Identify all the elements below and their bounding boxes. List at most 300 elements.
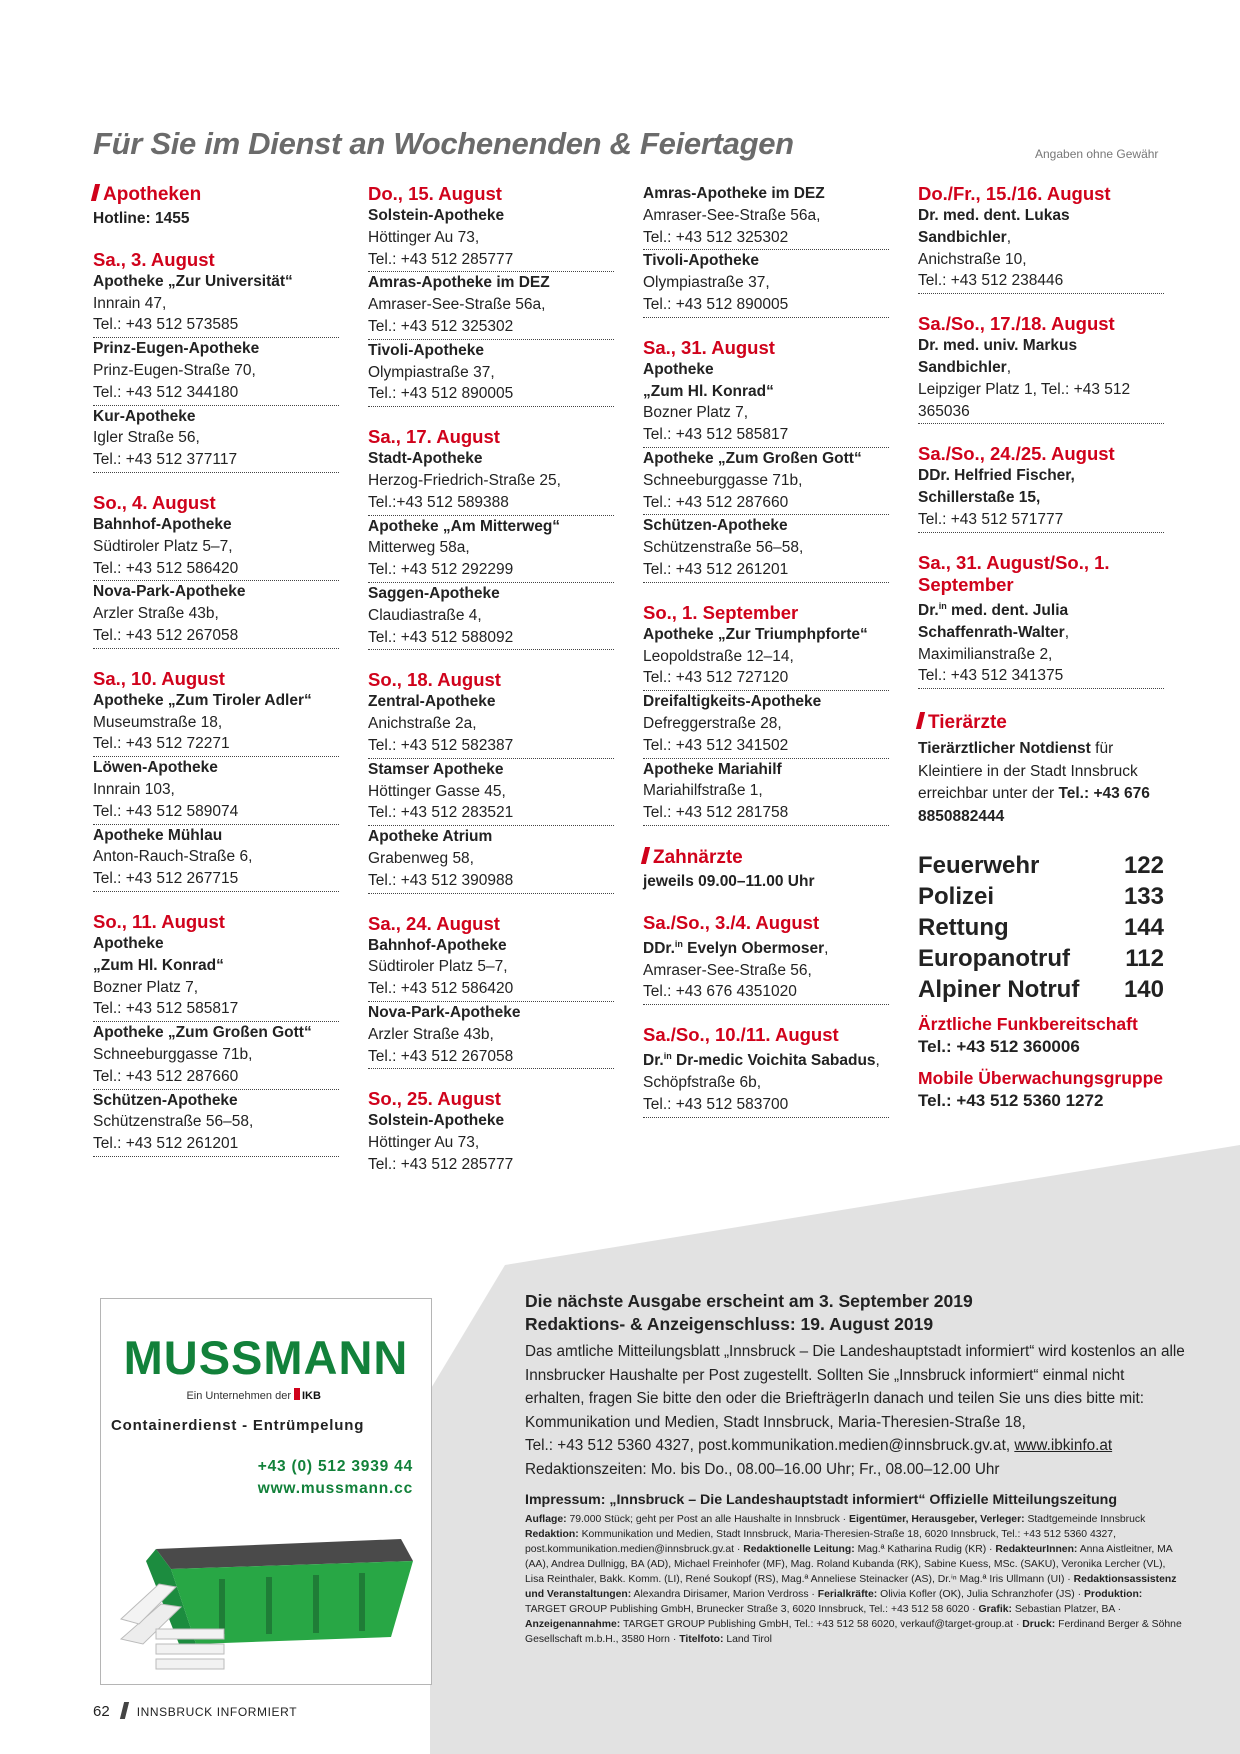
date-heading: Sa., 24. August	[368, 912, 500, 934]
impressum-value: Sebastian Platzer, BA ·	[1011, 1604, 1122, 1615]
entry-name	[93, 271, 339, 293]
service-entry	[93, 690, 339, 757]
emergency-row	[918, 943, 1164, 974]
service-title: Ärztliche Funkbereitschaft	[918, 1014, 1138, 1035]
ad-phone: +43 (0) 512 3939 44	[257, 1458, 413, 1475]
entry-name	[93, 406, 339, 428]
entry-name2-tail: ,	[1006, 228, 1012, 246]
entry-detail: Tel.: +43 512 292299	[368, 561, 514, 579]
service-entry	[918, 205, 1164, 294]
entry-name-text: Apotheke „Am Mitterweg“	[368, 517, 561, 535]
entry-detail: Schöpfstraße 6b,	[643, 1074, 762, 1092]
entry-detail: Herzog-Friedrich-Straße 25,	[368, 471, 561, 489]
entry-detail: Amraser-See-Straße 56a,	[643, 206, 821, 224]
service-entry	[643, 359, 889, 448]
service-entry	[368, 583, 614, 650]
impressum-value: Anna Aistleitner, MA (AA), Andrea Dullnigg, BA (AD), Michael Freinhofer (MF), Mag. Roland Kubanda (RK), Sabine Kuess, MSc. (SAKU), Veronika Lercher (VL), Lisa Reinthaler, Bakk. Komm. (LI), René Soukopf (RS), Mag.ª Anneliese Steinacker (AS), Dr.ⁱⁿ Mag.ª Iris Ullmann (UI) ·	[525, 1544, 1173, 1585]
entry-name	[643, 250, 889, 272]
service-entry	[643, 691, 889, 758]
entry-name	[368, 826, 614, 848]
service-entry	[643, 448, 889, 515]
ad-service: Containerdienst - Entrümpelung	[111, 1417, 365, 1434]
entry-name-text: Nova-Park-Apotheke	[368, 1003, 521, 1021]
column-3	[643, 183, 889, 1118]
ad-tagline: Ein Unternehmen der	[186, 1390, 291, 1402]
entry-detail: Tel.: +43 512 325302	[643, 228, 789, 246]
entry-name	[93, 933, 339, 955]
date-heading: So., 1. September	[643, 601, 799, 623]
entry-name	[643, 759, 889, 781]
service-entry	[93, 825, 339, 892]
date-heading: Sa., 3. August	[93, 248, 215, 270]
entry-name	[368, 1002, 614, 1024]
entry-name-text: Apotheke „Zum Großen Gott“	[93, 1024, 312, 1042]
service-entry	[368, 340, 614, 407]
entry-name-text: Zentral-Apotheke	[368, 693, 496, 711]
entry-detail: Olympiastraße 37,	[643, 274, 770, 292]
service-entry	[643, 624, 889, 691]
entry-detail: Arzler Straße 43b,	[93, 605, 219, 623]
impressum-value: TARGET GROUP Publishing GmbH, Brunecker Straße 3, 6020 Innsbruck, Tel.: +43 512 58 6020 ·	[525, 1604, 979, 1615]
impressum-value: Stadtgemeinde Innsbruck	[1024, 1514, 1146, 1525]
entry-detail: Tel.: +43 512 589074	[93, 802, 239, 820]
entry-detail: Tel.: +43 512 582387	[368, 736, 514, 754]
column-4	[918, 183, 1164, 1113]
impressum-key: Redaktionelle Leitung:	[743, 1544, 855, 1555]
service-entry	[918, 335, 1164, 424]
vet-text	[918, 738, 1164, 828]
entry-name-text: Apotheke Mühlau	[93, 826, 223, 844]
service-entry	[93, 757, 339, 824]
emergency-number: 133	[1123, 883, 1164, 911]
entry-detail: Tel.: +43 512 727120	[643, 669, 789, 687]
impressum-value: Ferdinand Berger & Söhne Gesellschaft m.b.H., 3580 Horn ·	[525, 1619, 1182, 1645]
entry-name2: „Zum Hl. Konrad“	[643, 382, 774, 400]
entry-name	[93, 581, 339, 603]
entry-name-text: Bahnhof-Apotheke	[93, 515, 232, 533]
entry-detail: Tel.: +43 512 390988	[368, 871, 514, 889]
entry-name	[368, 272, 614, 294]
entry-detail: Südtiroler Platz 5–7,	[93, 537, 233, 555]
entry-detail: Amraser-See-Straße 56,	[643, 961, 812, 979]
footer-divider	[120, 1702, 129, 1719]
emergency-label: Europanotruf	[918, 945, 1070, 973]
date-heading: Sa., 31. August	[643, 336, 775, 358]
entry-detail: Tel.: +43 512 261201	[93, 1135, 239, 1153]
entry-name	[918, 465, 1164, 487]
section-marker	[91, 184, 100, 201]
date-heading: Sa., 17. August	[368, 426, 500, 448]
entry-detail: Anichstraße 10,	[918, 250, 1027, 268]
entry-name	[368, 583, 614, 605]
emergency-label: Alpiner Notruf	[918, 976, 1080, 1004]
date-heading: Do./Fr., 15./16. August	[918, 183, 1111, 204]
impressum-value: Land Tirol	[723, 1634, 772, 1645]
page-number: 62	[93, 1703, 110, 1720]
entry-name2: Sandbichler	[918, 358, 1007, 376]
entry-detail: Tel.:+43 512 589388	[368, 493, 509, 511]
entry-name-text: Nova-Park-Apotheke	[93, 583, 246, 601]
service-title: Mobile Überwachungsgruppe	[918, 1068, 1164, 1089]
service-entry	[368, 1002, 614, 1069]
entry-name	[643, 691, 889, 713]
impressum-title: Impressum: „Innsbruck – Die Landeshauptstadt informiert“ Offizielle Mitteilungszeitung	[525, 1492, 1118, 1508]
entry-detail: Schneeburggasse 71b,	[643, 471, 803, 489]
entry-name-text: Apotheke	[93, 934, 164, 952]
entry-detail: Tel.: +43 512 344180	[93, 383, 239, 401]
service-entry	[643, 250, 889, 317]
service-entry	[368, 516, 614, 583]
entry-name	[368, 759, 614, 781]
entry-detail: Mitterweg 58a,	[368, 539, 470, 557]
entry-detail: Olympiastraße 37,	[368, 363, 495, 381]
page-footer	[93, 1702, 297, 1720]
entry-detail: Leopoldstraße 12–14,	[643, 647, 794, 665]
entry-detail: Tel.: +43 512 238446	[918, 272, 1064, 290]
impressum-value: TARGET GROUP Publishing GmbH, Tel.: +43 512 58 6020, verkauf@target-group.at ·	[620, 1619, 1023, 1630]
entry-detail: Schützenstraße 56–58,	[643, 539, 804, 557]
impressum-value: Mag.ª Katharina Rudig (KR) ·	[854, 1544, 996, 1555]
entry-name-text: Apotheke Mariahilf	[643, 760, 782, 778]
dentist-hours: jeweils 09.00–11.00 Uhr	[643, 872, 815, 890]
entry-name	[93, 1090, 339, 1112]
date-heading: Sa., 10. August	[93, 667, 225, 689]
entry-name-text: Solstein-Apotheke	[368, 207, 505, 224]
entry-name	[643, 624, 889, 646]
publication-name: INNSBRUCK INFORMIERT	[136, 1705, 298, 1719]
entry-detail: Grabenweg 58,	[368, 849, 474, 867]
next-issue	[525, 1290, 1185, 1336]
entry-name-rest: Evelyn Obermoser	[682, 939, 825, 957]
date-heading: So., 11. August	[93, 910, 225, 932]
entry-detail: Tel.: +43 512 267715	[93, 870, 239, 888]
emergency-number: 140	[1123, 976, 1164, 1004]
entry-name-text: Stadt-Apotheke	[368, 450, 483, 468]
ad-brand: MUSSMANN	[123, 1331, 409, 1384]
ad-parent: IKB	[302, 1390, 321, 1402]
entry-name	[643, 448, 889, 470]
service-entry	[368, 1110, 614, 1176]
entry-name-text: Apotheke „Zur Triumphpforte“	[643, 625, 868, 643]
entry-detail: Tel.: +43 512 377117	[93, 451, 238, 469]
entry-detail: Tel.: +43 512 890005	[643, 295, 789, 313]
service-entry	[368, 826, 614, 893]
service-entry	[368, 205, 614, 272]
pharmacy-heading	[93, 183, 339, 206]
vet-text-bold: Tierärztlicher Notdienst	[918, 740, 1091, 758]
service-entry	[368, 272, 614, 339]
service-entry	[93, 338, 339, 405]
entry-detail: Tel.: +43 676 4351020	[643, 983, 797, 1001]
entry-name-line2	[643, 381, 889, 403]
date-heading: Sa./So., 10./11. August	[643, 1024, 839, 1046]
impressum-key: Ferialkräfte:	[817, 1589, 878, 1600]
service-entry	[93, 933, 339, 1022]
entry-detail: Museumstraße 18,	[93, 713, 223, 731]
service-phone: Tel.: +43 512 5360 1272	[918, 1091, 1104, 1111]
dentist-list-continued	[918, 183, 1164, 689]
info-block	[525, 1290, 1185, 1647]
entry-name-text: Löwen-Apotheke	[93, 759, 218, 777]
impressum-key: Auflage:	[525, 1514, 567, 1525]
editorial-hours: Redaktionszeiten: Mo. bis Do., 08.00–16.00 Uhr; Fr., 08.00–12.00 Uhr	[525, 1460, 1000, 1478]
entry-detail: Schneeburggasse 71b,	[93, 1045, 253, 1063]
entry-name-line2	[918, 357, 1164, 379]
impressum-key: RedakteurInnen:	[995, 1544, 1078, 1555]
entry-name	[93, 514, 339, 536]
ibkinfo-link[interactable]: www.ibkinfo.at	[1014, 1437, 1113, 1454]
impressum-value: Alexandra Dirisamer, Marion Verdross ·	[631, 1589, 818, 1600]
emergency-row	[918, 912, 1164, 943]
entry-name	[368, 691, 614, 713]
entry-name-text: Apotheke	[643, 360, 714, 378]
entry-detail: Tel.: +43 512 890005	[368, 385, 514, 403]
entry-name	[368, 1110, 614, 1132]
entry-name-text: Tivoli-Apotheke	[368, 341, 484, 359]
deadline: Redaktions- & Anzeigenschluss: 19. August 2019	[525, 1314, 934, 1334]
vet-phone: Tel.: +43 676 8850882444	[918, 785, 1150, 825]
entry-name	[93, 338, 339, 360]
entry-detail: Südtiroler Platz 5–7,	[368, 958, 508, 976]
entry-name	[93, 757, 339, 779]
dentist-heading-text: Zahnärzte	[653, 846, 743, 868]
entry-name	[368, 935, 614, 957]
impressum-key: Anzeigenannahme:	[525, 1619, 621, 1630]
entry-name-text: Dr.	[918, 601, 939, 619]
entry-name-rest: med. dent. Julia	[946, 601, 1069, 619]
service-entry	[93, 581, 339, 648]
entry-name-line2	[918, 227, 1164, 249]
entry-detail: Leipziger Platz 1, Tel.: +43 512	[918, 380, 1131, 398]
service-entry	[368, 691, 614, 758]
impressum-key: Produktion:	[1083, 1589, 1143, 1600]
entry-detail: Tel.: +43 512 586420	[368, 980, 514, 998]
entry-detail: Tel.: +43 512 341502	[643, 736, 789, 754]
service-entry	[643, 1046, 889, 1118]
entry-name	[643, 359, 889, 381]
service-entry	[918, 596, 1164, 689]
entry-detail: Höttinger Au 73,	[368, 228, 480, 246]
entry-name-text: DDr.	[643, 939, 675, 957]
emergency-numbers	[918, 850, 1164, 1005]
entry-name-text: Apotheke Atrium	[368, 828, 493, 846]
impressum-value: 79.000 Stück; geht per Post an alle Haushalte in Innsbruck ·	[566, 1514, 850, 1525]
entry-name	[643, 1046, 889, 1072]
entry-name-line2	[918, 622, 1164, 644]
emergency-number: 144	[1123, 914, 1164, 942]
service-entry	[918, 465, 1164, 532]
title-suffix: in	[663, 1051, 672, 1062]
entry-name2-tail: ,	[1064, 623, 1070, 641]
info-text: Das amtliche Mitteilungsblatt „Innsbruck – Die Landeshauptstadt informiert“ wird kostenlos an alle Innsbrucker Haushalte per Post zugestellt. Sollten Sie „Innsbruck informiert“ einmal nicht erhalten, fragen Sie bitte den oder die BriefträgerIn danach und teilen Sie uns dies bitte mit: Kommunikation und Medien, Stadt Innsbruck, Maria-Theresien-Straße 18,	[525, 1343, 1185, 1431]
emergency-row	[918, 974, 1164, 1005]
entry-name-text: Saggen-Apotheke	[368, 584, 500, 602]
entry-detail: Tel.: +43 512 341375	[918, 667, 1064, 685]
entry-detail: Tel.: +43 512 267058	[93, 626, 239, 644]
emergency-services	[918, 1013, 1164, 1113]
entry-name	[93, 690, 339, 712]
entry-detail: Tel.: +43 512 588092	[368, 628, 514, 646]
entry-detail: Claudiastraße 4,	[368, 606, 482, 624]
title-suffix: in	[938, 600, 947, 611]
entry-detail: Tel.: +43 512 285777	[368, 250, 514, 268]
info-body	[525, 1340, 1185, 1481]
date-heading: Do., 15. August	[368, 183, 502, 204]
service-entry	[643, 515, 889, 582]
date-heading: So., 18. August	[368, 669, 501, 691]
impressum-body	[525, 1512, 1185, 1647]
entry-name-tail: ,	[875, 1052, 880, 1070]
entry-detail: Bozner Platz 7,	[93, 978, 199, 996]
date-heading: Sa./So., 24./25. August	[918, 443, 1115, 465]
info-contact: Tel.: +43 512 5360 4327, post.kommunikation.medien@innsbruck.gv.at,	[525, 1437, 1015, 1454]
entry-detail: Tel.: +43 512 585817	[93, 1000, 239, 1018]
ikb-logo-mark	[294, 1388, 300, 1400]
entry-name-tail: ,	[824, 939, 829, 957]
entry-name	[368, 516, 614, 538]
date-heading: Sa./So., 3./4. August	[643, 911, 820, 933]
entry-detail: Tel.: +43 512 585817	[643, 426, 789, 444]
entry-name-text: Kur-Apotheke	[93, 407, 196, 425]
entry-name-text: Apotheke „Zum Tiroler Adler“	[93, 691, 312, 709]
entry-detail: Tel.: +43 512 283521	[368, 804, 514, 822]
emergency-row	[918, 850, 1164, 881]
service-entry	[93, 271, 339, 338]
entry-name-text: Stamser Apotheke	[368, 760, 504, 778]
title-suffix: in	[674, 938, 683, 949]
entry-detail: Tel.: +43 512 325302	[368, 317, 514, 335]
entry-name-text: Tivoli-Apotheke	[643, 252, 759, 270]
entry-detail: Maximilianstraße 2,	[918, 645, 1053, 663]
entry-detail: Prinz-Eugen-Straße 70,	[93, 361, 256, 379]
disclaimer: Angaben ohne Gewähr	[1035, 147, 1159, 161]
entry-detail: Tel.: +43 512 571777	[918, 510, 1064, 528]
date-heading: So., 4. August	[93, 491, 216, 513]
section-marker	[916, 712, 925, 729]
entry-detail: Arzler Straße 43b,	[368, 1025, 494, 1043]
entry-detail: Tel.: +43 512 583700	[643, 1096, 789, 1114]
dentist-heading	[643, 846, 889, 869]
page-title: Für Sie im Dienst an Wochenenden & Feiertagen	[93, 126, 794, 161]
entry-detail: Innrain 103,	[93, 780, 175, 798]
entry-name	[368, 448, 614, 470]
entry-detail: Mariahilfstraße 1,	[643, 782, 763, 800]
entry-name-text: Schützen-Apotheke	[643, 517, 788, 535]
pharmacy-heading-text: Apotheken	[103, 184, 202, 205]
entry-detail: Schützenstraße 56–58,	[93, 1113, 254, 1131]
entry-detail: Anton-Rauch-Straße 6,	[93, 848, 253, 866]
impressum-key: Redaktionsassistenz und Veranstaltungen:	[525, 1574, 1177, 1600]
entry-detail: Tel.: +43 512 72271	[93, 735, 230, 753]
emergency-label: Feuerwehr	[918, 852, 1040, 880]
entry-detail: 365036	[918, 402, 970, 420]
service-entry	[93, 406, 339, 473]
mussmann-ad-graphic	[101, 1299, 431, 1684]
entry-detail: Amraser-See-Straße 56a,	[368, 296, 546, 314]
entry-name-text: Dr. med. dent. Lukas	[918, 207, 1070, 224]
entry-name-line2	[918, 487, 1164, 509]
date-heading: Sa., 31. August/So., 1. September	[918, 551, 1110, 595]
impressum-key: Titelfoto:	[679, 1634, 724, 1645]
entry-name-text: Solstein-Apotheke	[368, 1112, 505, 1130]
vet-text-body: für Kleintiere in der Stadt Innsbruck erreichbar unter der	[918, 740, 1138, 803]
emergency-label: Rettung	[918, 914, 1009, 942]
entry-detail: Tel.: +43 512 267058	[368, 1047, 514, 1065]
entry-detail: Bozner Platz 7,	[643, 404, 749, 422]
entry-name	[918, 596, 1164, 622]
service-entry	[93, 514, 339, 581]
entry-name-text: Dreifaltigkeits-Apotheke	[643, 693, 822, 711]
entry-name	[93, 825, 339, 847]
entry-name	[643, 515, 889, 537]
service-entry	[643, 183, 889, 250]
entry-name-text: Dr.	[643, 1052, 664, 1070]
mussmann-advertisement[interactable]	[100, 1298, 432, 1685]
section-marker	[641, 847, 650, 864]
entry-detail: Höttinger Au 73,	[368, 1134, 480, 1152]
entry-name-text: DDr. Helfried Fischer,	[918, 467, 1075, 485]
column-2	[368, 183, 614, 1177]
entry-detail: Defreggerstraße 28,	[643, 714, 782, 732]
next-issue-date: Die nächste Ausgabe erscheint am 3. September 2019	[525, 1291, 973, 1311]
service-entry	[93, 1090, 339, 1157]
emergency-row	[918, 881, 1164, 912]
date-heading: So., 25. August	[368, 1088, 501, 1110]
ad-web: www.mussmann.cc	[257, 1480, 413, 1497]
entry-detail: Igler Straße 56,	[93, 429, 200, 447]
entry-detail: Tel.: +43 512 573585	[93, 316, 239, 334]
entry-name	[368, 340, 614, 362]
entry-name	[918, 335, 1164, 357]
entry-name-text: Dr. med. univ. Markus	[918, 337, 1078, 355]
impressum-key: Eigentümer, Herausgeber, Verleger:	[849, 1514, 1025, 1525]
entry-name-rest: Dr-medic Voichita Sabadus	[671, 1052, 876, 1070]
entry-name	[918, 205, 1164, 227]
impressum-value: Olivia Kofler (OK), Julia Schranzhofer (JS) ·	[877, 1589, 1084, 1600]
entry-name	[643, 183, 889, 205]
entry-detail: Innrain 47,	[93, 294, 167, 312]
vet-heading	[918, 711, 1164, 734]
emergency-number: 122	[1123, 852, 1164, 880]
entry-name-text: Schützen-Apotheke	[93, 1091, 238, 1109]
entry-detail: Tel.: +43 512 586420	[93, 559, 239, 577]
entry-name2: Schillerstaße 15,	[918, 489, 1041, 507]
impressum-value: Kommunikation und Medien, Stadt Innsbruck, Maria-Theresien-Straße 18, 6020 Innsbruck, Tel.: +43 512 5360 4327, post.kommunikation.medien@innsbruck.gv.at ·	[525, 1529, 1116, 1555]
service-entry	[643, 759, 889, 826]
entry-name2-tail: ,	[1006, 358, 1012, 376]
vet-heading-text: Tierärzte	[928, 712, 1007, 734]
entry-name2: Schaffenrath-Walter	[918, 623, 1065, 641]
pharmacy-hotline: Hotline: 1455	[93, 210, 190, 227]
date-heading: Sa./So., 17./18. August	[918, 313, 1115, 335]
emergency-label: Polizei	[918, 883, 995, 911]
entry-name	[93, 1022, 339, 1044]
emergency-number: 112	[1125, 945, 1164, 973]
service-phone: Tel.: +43 512 360006	[918, 1037, 1080, 1057]
entry-detail: Tel.: +43 512 281758	[643, 804, 789, 822]
entry-name-text: Amras-Apotheke im DEZ	[643, 185, 825, 202]
column-1	[93, 183, 339, 1157]
entry-name	[368, 205, 614, 227]
entry-name-text: Apotheke „Zum Großen Gott“	[643, 449, 862, 467]
entry-name	[643, 934, 889, 960]
service-entry	[643, 934, 889, 1006]
service-entry	[368, 448, 614, 515]
service-entry	[368, 935, 614, 1002]
entry-detail: Anichstraße 2a,	[368, 715, 477, 733]
entry-detail: Tel.: +43 512 261201	[643, 560, 789, 578]
entry-name-line2	[93, 955, 339, 977]
